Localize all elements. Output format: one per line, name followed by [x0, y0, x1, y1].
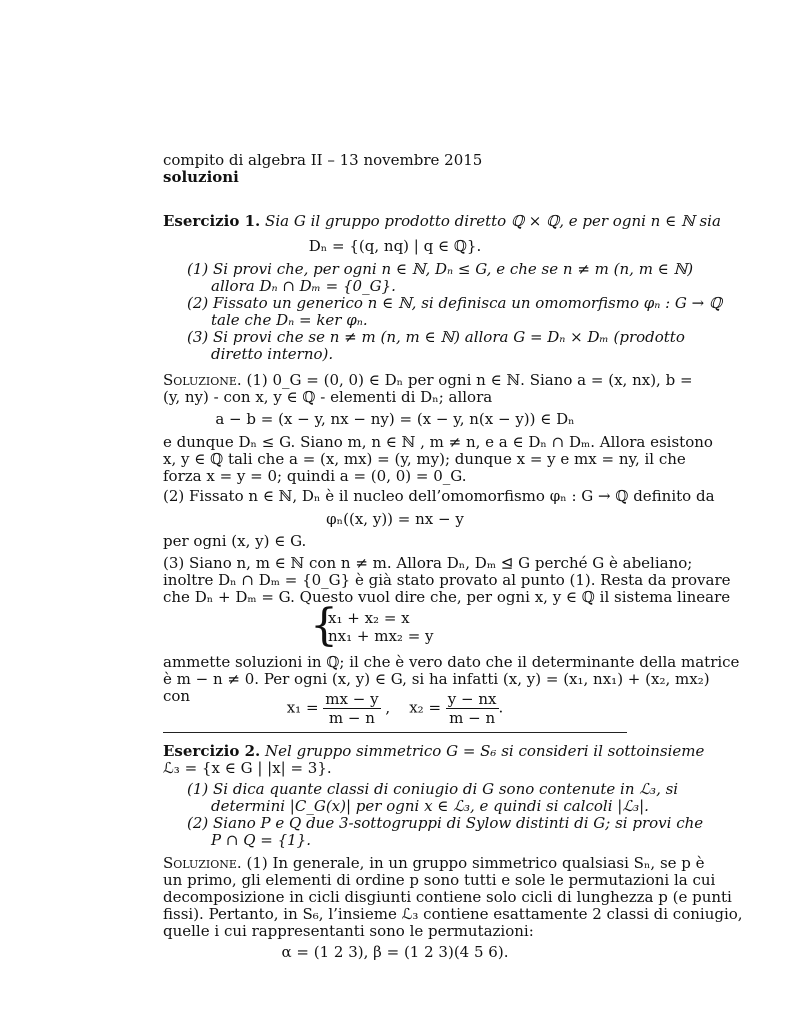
ex2-statement-text: Nel gruppo simmetrico G = S₆ si consideri il sottoinsieme — [265, 742, 705, 760]
frac1-lhs: x₁ = — [286, 698, 319, 717]
ex1-item1-line2: allora Dₙ ∩ Dₘ = {0_G}. — [211, 277, 396, 295]
frac2 — [446, 690, 499, 727]
ex2-item1-line2: determini |C_G(x)| per ogni x ∈ ℒ₃, e quindi si calcoli |ℒ₃|. — [211, 797, 649, 815]
ex1-sol-line10: che Dₙ + Dₘ = G. Questo vuol dire che, per ogni x, y ∈ ℚ il sistema lineare — [163, 588, 731, 606]
system-brace: { — [310, 600, 338, 651]
ex1-heading: Esercizio 1. — [163, 212, 261, 230]
ex2-sol-line2: un primo, gli elementi di ordine p sono tutti e sole le permutazioni la cui — [163, 871, 716, 889]
ex1-item1-line1: (1) Si provi che, per ogni n ∈ ℕ, Dₙ ≤ G, e che se n ≠ m (n, m ∈ ℕ) — [187, 260, 694, 278]
ex2-item1-line1: (1) Si dica quante classi di coniugio di G sono contenute in ℒ₃, si — [187, 780, 679, 798]
ex1-sol-line13: con — [163, 687, 191, 705]
ex1-item2-line1: (2) Fissato un generico n ∈ ℕ, si definisca un omomorfismo φₙ : G → ℚ — [187, 294, 723, 312]
ex1-sol-line6: (2) Fissato n ∈ ℕ, Dₙ è il nucleo dell’omomorfismo φₙ : G → ℚ definito da — [163, 487, 715, 505]
ex1-sol-line5: forza x = y = 0; quindi a = (0, 0) = 0_G. — [163, 467, 467, 485]
ex2-item2-line2: P ∩ Q = {1}. — [211, 831, 311, 849]
ex1-item3-line2: diretto interno). — [211, 345, 334, 363]
ex1-sol-line11: ammette soluzioni in ℚ; il che è vero dato che il determinante della matrice — [163, 653, 740, 671]
frac2-lhs: x₂ = — [409, 698, 442, 717]
ex2-sol-line5: quelle i cui rappresentanti sono le permutazioni: — [163, 922, 534, 940]
doc-title: compito di algebra II – 13 novembre 2015 — [163, 151, 483, 169]
ex2-statement-line2: ℒ₃ = {x ∈ G | |x| = 3}. — [163, 759, 332, 777]
ex1-sol-eq1: a − b = (x − y, nx − ny) = (x − y, n(x − y)) ∈ Dₙ — [215, 410, 575, 428]
frac2-num: y − nx — [447, 690, 497, 708]
ex1-sol-eq2: φₙ((x, y)) = nx − y — [326, 510, 464, 528]
ex2-heading: Esercizio 2. — [163, 742, 261, 760]
ex1-sol-line7: per ogni (x, y) ∈ G. — [163, 532, 307, 550]
ex1-sol-line3: e dunque Dₙ ≤ G. Siano m, n ∈ ℕ , m ≠ n, e a ∈ Dₙ ∩ Dₘ. Allora esistono — [163, 433, 713, 451]
ex1-sol-line9: inoltre Dₙ ∩ Dₘ = {0_G} è già stato provato al punto (1). Resta da provare — [163, 571, 731, 589]
ex2-sol-line3: decomposizione in cicli disgiunti contiene solo cicli di lunghezza p (e punti — [163, 888, 732, 906]
ex1-statement — [163, 211, 721, 231]
frac1 — [323, 690, 380, 727]
ex1-sol-line2: (y, ny) - con x, y ∈ ℚ - elementi di Dₙ; allora — [163, 388, 493, 406]
ex1-fractions — [163, 690, 627, 727]
frac-end: . — [498, 698, 504, 717]
frac2-den: m − n — [449, 709, 496, 727]
section-divider — [163, 732, 627, 733]
frac-sep: , — [385, 698, 391, 717]
ex1-sol-line12: è m − n ≠ 0. Per ogni (x, y) ∈ G, si ha infatti (x, y) = (x₁, nx₁) + (x₂, mx₂) — [163, 670, 710, 688]
ex1-item2-line2: tale che Dₙ = ker φₙ. — [211, 311, 368, 329]
ex1-sol-line4: x, y ∈ ℚ tali che a = (x, mx) = (y, my); dunque x = y e mx = ny, il che — [163, 450, 686, 468]
doc-subtitle: soluzioni — [163, 168, 239, 186]
ex2-item2-line1: (2) Siano P e Q due 3-sottogruppi di Sylow distinti di G; si provi che — [187, 814, 704, 832]
ex2-sol-eq: α = (1 2 3), β = (1 2 3)(4 5 6). — [281, 943, 509, 961]
ex2-sol-line4: fissi). Pertanto, in S₆, l’insieme ℒ₃ contiene esattamente 2 classi di coniugio, — [163, 905, 743, 923]
frac1-num: mx − y — [325, 690, 379, 708]
ex2-sol-text1: (1) In generale, in un gruppo simmetrico qualsiasi Sₙ, se p è — [246, 854, 705, 872]
ex1-sol-line8: (3) Siano n, m ∈ ℕ con n ≠ m. Allora Dₙ, Dₘ ⊴ G perché G è abeliano; — [163, 554, 693, 572]
ex1-sol-label: Soluzione. — [163, 371, 242, 389]
frac1-den: m − n — [328, 709, 375, 727]
ex2-sol-label: Soluzione. — [163, 854, 242, 872]
ex1-def: Dₙ = {(q, nq) | q ∈ ℚ}. — [308, 237, 482, 255]
system-eq2: nx₁ + mx₂ = y — [328, 627, 434, 645]
ex1-statement-text: Sia G il gruppo prodotto diretto ℚ × ℚ, e per ogni n ∈ ℕ sia — [265, 212, 721, 230]
ex1-sol-text1: (1) 0_G = (0, 0) ∈ Dₙ per ogni n ∈ ℕ. Siano a = (x, nx), b = — [246, 371, 693, 389]
ex1-item3-line1: (3) Si provi che se n ≠ m (n, m ∈ ℕ) allora G = Dₙ × Dₘ (prodotto — [187, 328, 685, 346]
system-eq1: x₁ + x₂ = x — [328, 609, 410, 627]
